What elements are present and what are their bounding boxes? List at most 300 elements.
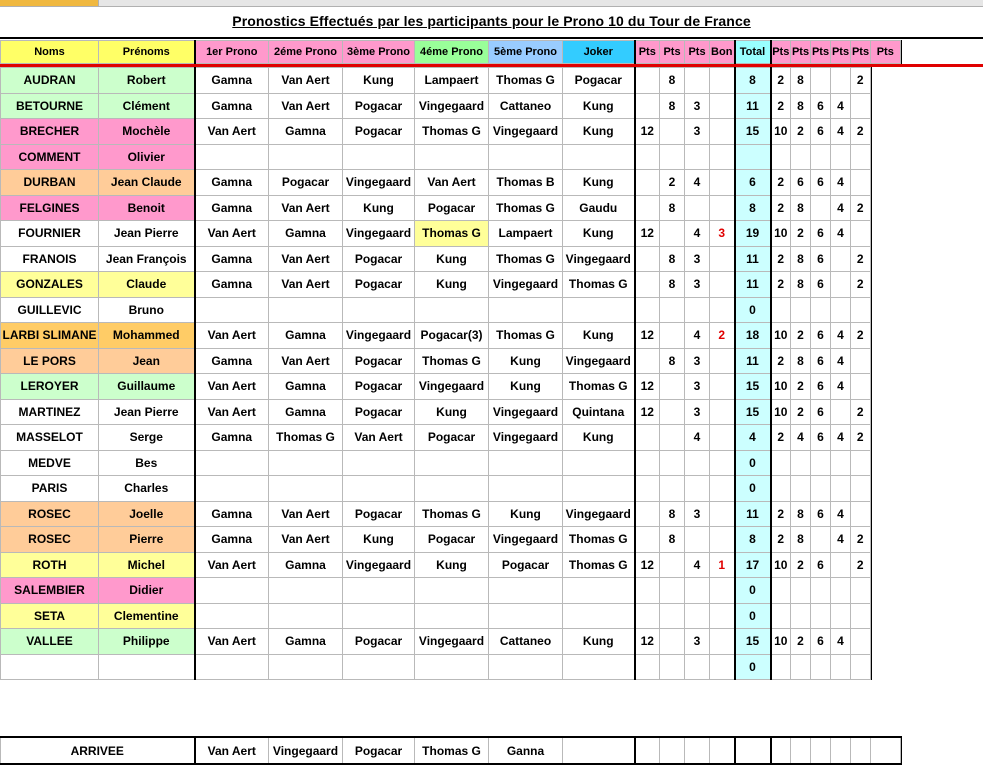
cell-nom[interactable]: FRANOIS: [1, 246, 99, 272]
cell-pts[interactable]: 4: [831, 195, 851, 221]
cell-bon[interactable]: [710, 603, 735, 629]
cell-prono-1[interactable]: Gamna: [195, 68, 269, 94]
cell-bon[interactable]: [710, 297, 735, 323]
cell-total[interactable]: 0: [735, 297, 771, 323]
cell-pts[interactable]: 2: [851, 425, 871, 451]
cell-pts[interactable]: [660, 323, 685, 349]
header-pts[interactable]: Pts: [791, 41, 811, 64]
cell-joker[interactable]: [563, 654, 635, 680]
cell-prono-4[interactable]: Vingegaard: [415, 93, 489, 119]
cell-pts[interactable]: [635, 144, 660, 170]
cell-pts[interactable]: [831, 578, 851, 604]
arrivee-result[interactable]: Van Aert: [195, 737, 269, 764]
cell-bon[interactable]: [710, 170, 735, 196]
cell-pts[interactable]: [660, 144, 685, 170]
cell-bon[interactable]: [710, 144, 735, 170]
cell-nom[interactable]: GONZALES: [1, 272, 99, 298]
cell-prono-5[interactable]: Pogacar: [489, 552, 563, 578]
cell-prono-5[interactable]: [489, 297, 563, 323]
cell-bon[interactable]: [710, 195, 735, 221]
cell-nom[interactable]: SALEMBIER: [1, 578, 99, 604]
cell-prono-3[interactable]: [343, 297, 415, 323]
cell-pts[interactable]: 2: [771, 195, 791, 221]
arrivee-empty[interactable]: [710, 737, 735, 764]
cell-pts[interactable]: 2: [791, 629, 811, 655]
cell-prenom[interactable]: Clément: [99, 93, 195, 119]
cell-bon[interactable]: [710, 119, 735, 145]
cell-pts[interactable]: 2: [851, 246, 871, 272]
cell-prono-2[interactable]: Thomas G: [269, 425, 343, 451]
cell-prono-3[interactable]: Pogacar: [343, 374, 415, 400]
cell-prono-5[interactable]: Thomas G: [489, 195, 563, 221]
cell-total[interactable]: [735, 144, 771, 170]
cell-prono-2[interactable]: Van Aert: [269, 527, 343, 553]
cell-pts[interactable]: [685, 578, 710, 604]
cell-pts[interactable]: [851, 348, 871, 374]
cell-total[interactable]: 11: [735, 501, 771, 527]
header-pts[interactable]: Pts: [811, 41, 831, 64]
cell-prono-1[interactable]: Van Aert: [195, 629, 269, 655]
cell-pts[interactable]: 2: [791, 399, 811, 425]
cell-pts[interactable]: 12: [635, 221, 660, 247]
cell-total[interactable]: 8: [735, 68, 771, 94]
cell-pts[interactable]: [831, 272, 851, 298]
cell-pts[interactable]: 8: [791, 68, 811, 94]
cell-nom[interactable]: [1, 654, 99, 680]
cell-pts[interactable]: [831, 297, 851, 323]
cell-prenom[interactable]: Jean Pierre: [99, 399, 195, 425]
cell-prenom[interactable]: Jean: [99, 348, 195, 374]
cell-bon[interactable]: [710, 654, 735, 680]
cell-pts[interactable]: 4: [685, 170, 710, 196]
cell-total[interactable]: 4: [735, 425, 771, 451]
cell-prono-3[interactable]: [343, 654, 415, 680]
cell-pts[interactable]: [635, 272, 660, 298]
cell-prono-4[interactable]: Thomas G: [415, 119, 489, 145]
arrivee-empty[interactable]: [563, 737, 635, 764]
cell-prono-1[interactable]: Gamna: [195, 425, 269, 451]
cell-joker[interactable]: Kung: [563, 93, 635, 119]
cell-prono-5[interactable]: [489, 144, 563, 170]
cell-joker[interactable]: Thomas G: [563, 272, 635, 298]
cell-prono-5[interactable]: Lampaert: [489, 221, 563, 247]
cell-prenom[interactable]: Didier: [99, 578, 195, 604]
cell-pts[interactable]: 2: [771, 170, 791, 196]
cell-pts[interactable]: 2: [791, 552, 811, 578]
cell-pts[interactable]: [831, 450, 851, 476]
cell-prono-4[interactable]: Pogacar: [415, 527, 489, 553]
cell-prono-4[interactable]: Lampaert: [415, 68, 489, 94]
cell-joker[interactable]: Vingegaard: [563, 501, 635, 527]
cell-bon[interactable]: [710, 246, 735, 272]
cell-prono-3[interactable]: Vingegaard: [343, 323, 415, 349]
cell-pts[interactable]: 4: [685, 323, 710, 349]
cell-pts[interactable]: 6: [811, 629, 831, 655]
cell-prenom[interactable]: Serge: [99, 425, 195, 451]
cell-nom[interactable]: DURBAN: [1, 170, 99, 196]
cell-joker[interactable]: Kung: [563, 221, 635, 247]
cell-pts[interactable]: [660, 425, 685, 451]
cell-prono-2[interactable]: Gamna: [269, 374, 343, 400]
cell-total[interactable]: 11: [735, 348, 771, 374]
cell-pts[interactable]: 8: [791, 501, 811, 527]
cell-pts[interactable]: 8: [791, 195, 811, 221]
cell-prono-5[interactable]: [489, 450, 563, 476]
header-pts[interactable]: Pts: [635, 41, 660, 64]
cell-prono-1[interactable]: Van Aert: [195, 374, 269, 400]
cell-prono-5[interactable]: [489, 654, 563, 680]
arrivee-result[interactable]: Pogacar: [343, 737, 415, 764]
cell-bon[interactable]: [710, 527, 735, 553]
cell-prono-4[interactable]: [415, 654, 489, 680]
cell-prenom[interactable]: Pierre: [99, 527, 195, 553]
cell-bon[interactable]: [710, 450, 735, 476]
cell-prenom[interactable]: Jean Pierre: [99, 221, 195, 247]
cell-prenom[interactable]: Charles: [99, 476, 195, 502]
cell-pts[interactable]: [771, 144, 791, 170]
cell-prono-3[interactable]: Pogacar: [343, 119, 415, 145]
cell-total[interactable]: 18: [735, 323, 771, 349]
cell-prono-3[interactable]: Vingegaard: [343, 170, 415, 196]
cell-prono-3[interactable]: [343, 476, 415, 502]
cell-prono-2[interactable]: Gamna: [269, 552, 343, 578]
cell-pts[interactable]: [831, 603, 851, 629]
cell-pts[interactable]: [685, 450, 710, 476]
cell-prono-5[interactable]: Thomas G: [489, 246, 563, 272]
cell-pts[interactable]: [791, 476, 811, 502]
cell-pts[interactable]: [771, 654, 791, 680]
cell-prono-2[interactable]: Gamna: [269, 629, 343, 655]
cell-bon[interactable]: [710, 348, 735, 374]
cell-prono-1[interactable]: Gamna: [195, 527, 269, 553]
cell-prono-4[interactable]: [415, 144, 489, 170]
cell-prono-4[interactable]: Kung: [415, 272, 489, 298]
cell-pts[interactable]: [831, 68, 851, 94]
cell-pts[interactable]: [791, 450, 811, 476]
cell-pts[interactable]: 6: [811, 221, 831, 247]
cell-pts[interactable]: 4: [831, 501, 851, 527]
cell-prono-1[interactable]: Van Aert: [195, 399, 269, 425]
cell-prono-4[interactable]: [415, 603, 489, 629]
cell-pts[interactable]: 4: [831, 93, 851, 119]
cell-total[interactable]: 0: [735, 603, 771, 629]
cell-pts[interactable]: 2: [851, 323, 871, 349]
cell-pts[interactable]: 2: [771, 93, 791, 119]
cell-prono-3[interactable]: [343, 578, 415, 604]
cell-prono-2[interactable]: [269, 144, 343, 170]
cell-nom[interactable]: FOURNIER: [1, 221, 99, 247]
cell-prono-3[interactable]: Kung: [343, 527, 415, 553]
cell-pts[interactable]: 4: [831, 221, 851, 247]
cell-pts[interactable]: [851, 170, 871, 196]
cell-pts[interactable]: 2: [851, 119, 871, 145]
cell-bon[interactable]: [710, 374, 735, 400]
cell-pts[interactable]: 8: [660, 272, 685, 298]
cell-pts[interactable]: 2: [851, 195, 871, 221]
cell-prono-2[interactable]: Van Aert: [269, 195, 343, 221]
cell-pts[interactable]: 8: [791, 93, 811, 119]
cell-prono-1[interactable]: Gamna: [195, 246, 269, 272]
header-noms[interactable]: Noms: [1, 41, 99, 64]
cell-prono-1[interactable]: Van Aert: [195, 323, 269, 349]
cell-pts[interactable]: [811, 578, 831, 604]
cell-bon[interactable]: [710, 629, 735, 655]
cell-pts[interactable]: [811, 195, 831, 221]
header-pts[interactable]: Pts: [771, 41, 791, 64]
cell-prono-2[interactable]: [269, 603, 343, 629]
cell-pts[interactable]: [851, 374, 871, 400]
arrivee-empty[interactable]: [831, 737, 851, 764]
cell-prenom[interactable]: Joelle: [99, 501, 195, 527]
cell-pts[interactable]: [851, 144, 871, 170]
cell-pts[interactable]: 3: [685, 501, 710, 527]
cell-nom[interactable]: SETA: [1, 603, 99, 629]
cell-prono-5[interactable]: Thomas G: [489, 323, 563, 349]
cell-nom[interactable]: ROSEC: [1, 527, 99, 553]
cell-pts[interactable]: 2: [771, 348, 791, 374]
cell-pts[interactable]: [791, 144, 811, 170]
cell-pts[interactable]: 4: [831, 374, 851, 400]
header-pts[interactable]: Pts: [871, 41, 901, 64]
cell-total[interactable]: 6: [735, 170, 771, 196]
cell-pts[interactable]: [811, 603, 831, 629]
arrivee-empty[interactable]: [635, 737, 660, 764]
cell-nom[interactable]: MEDVE: [1, 450, 99, 476]
cell-prono-4[interactable]: Pogacar: [415, 425, 489, 451]
cell-total[interactable]: 15: [735, 374, 771, 400]
cell-pts[interactable]: [635, 297, 660, 323]
cell-prono-3[interactable]: Pogacar: [343, 629, 415, 655]
cell-joker[interactable]: Kung: [563, 323, 635, 349]
cell-prono-2[interactable]: Gamna: [269, 119, 343, 145]
cell-joker[interactable]: Pogacar: [563, 68, 635, 94]
cell-joker[interactable]: Kung: [563, 425, 635, 451]
cell-prono-1[interactable]: [195, 476, 269, 502]
cell-pts[interactable]: 2: [771, 68, 791, 94]
cell-prono-3[interactable]: Pogacar: [343, 93, 415, 119]
cell-prono-4[interactable]: [415, 450, 489, 476]
cell-pts[interactable]: 3: [685, 119, 710, 145]
cell-pts[interactable]: 2: [791, 119, 811, 145]
cell-pts[interactable]: 2: [851, 399, 871, 425]
cell-joker[interactable]: Thomas G: [563, 527, 635, 553]
cell-prono-4[interactable]: Van Aert: [415, 170, 489, 196]
arrivee-label[interactable]: ARRIVEE: [1, 737, 195, 764]
cell-pts[interactable]: 4: [791, 425, 811, 451]
cell-pts[interactable]: [635, 195, 660, 221]
cell-bon[interactable]: 3: [710, 221, 735, 247]
cell-pts[interactable]: 8: [791, 272, 811, 298]
cell-prono-3[interactable]: [343, 603, 415, 629]
cell-prono-4[interactable]: Kung: [415, 399, 489, 425]
cell-pts[interactable]: 8: [660, 348, 685, 374]
cell-pts[interactable]: 6: [811, 348, 831, 374]
cell-prono-2[interactable]: Van Aert: [269, 272, 343, 298]
cell-prenom[interactable]: [99, 654, 195, 680]
cell-pts[interactable]: 6: [811, 425, 831, 451]
cell-pts[interactable]: 6: [811, 552, 831, 578]
cell-pts[interactable]: 8: [791, 527, 811, 553]
cell-pts[interactable]: 2: [791, 221, 811, 247]
header-pts[interactable]: Pts: [851, 41, 871, 64]
cell-pts[interactable]: 3: [685, 399, 710, 425]
cell-prono-4[interactable]: Thomas G: [415, 221, 489, 247]
cell-pts[interactable]: 10: [771, 374, 791, 400]
cell-pts[interactable]: [771, 578, 791, 604]
cell-pts[interactable]: 12: [635, 629, 660, 655]
cell-pts[interactable]: 6: [811, 399, 831, 425]
cell-pts[interactable]: 8: [660, 68, 685, 94]
cell-bon[interactable]: [710, 578, 735, 604]
cell-pts[interactable]: [811, 450, 831, 476]
cell-pts[interactable]: [660, 654, 685, 680]
cell-total[interactable]: 19: [735, 221, 771, 247]
cell-prenom[interactable]: Benoit: [99, 195, 195, 221]
cell-pts[interactable]: [851, 501, 871, 527]
cell-nom[interactable]: COMMENT: [1, 144, 99, 170]
cell-prono-2[interactable]: [269, 578, 343, 604]
cell-pts[interactable]: 8: [660, 93, 685, 119]
cell-prono-3[interactable]: [343, 144, 415, 170]
cell-prenom[interactable]: Michel: [99, 552, 195, 578]
cell-bon[interactable]: 2: [710, 323, 735, 349]
cell-pts[interactable]: [811, 144, 831, 170]
cell-total[interactable]: 15: [735, 399, 771, 425]
cell-pts[interactable]: 3: [685, 272, 710, 298]
cell-pts[interactable]: 10: [771, 629, 791, 655]
cell-prono-5[interactable]: Vingegaard: [489, 119, 563, 145]
cell-prono-5[interactable]: Thomas B: [489, 170, 563, 196]
cell-joker[interactable]: Kung: [563, 629, 635, 655]
cell-total[interactable]: 15: [735, 119, 771, 145]
cell-pts[interactable]: [635, 348, 660, 374]
cell-pts[interactable]: 12: [635, 374, 660, 400]
cell-prenom[interactable]: Jean François: [99, 246, 195, 272]
cell-pts[interactable]: 8: [660, 195, 685, 221]
arrivee-empty[interactable]: [771, 737, 791, 764]
arrivee-empty[interactable]: [735, 737, 771, 764]
cell-prono-3[interactable]: Kung: [343, 195, 415, 221]
cell-pts[interactable]: 6: [811, 170, 831, 196]
cell-total[interactable]: 15: [735, 629, 771, 655]
cell-bon[interactable]: [710, 272, 735, 298]
cell-joker[interactable]: [563, 450, 635, 476]
cell-total[interactable]: 8: [735, 195, 771, 221]
cell-pts[interactable]: 2: [851, 272, 871, 298]
cell-pts[interactable]: 2: [771, 527, 791, 553]
cell-prono-4[interactable]: Pogacar: [415, 195, 489, 221]
cell-nom[interactable]: BETOURNE: [1, 93, 99, 119]
arrivee-result[interactable]: Thomas G: [415, 737, 489, 764]
cell-pts[interactable]: [635, 93, 660, 119]
cell-pts[interactable]: [660, 374, 685, 400]
cell-joker[interactable]: Thomas G: [563, 374, 635, 400]
cell-pts[interactable]: [685, 603, 710, 629]
cell-prono-3[interactable]: Vingegaard: [343, 221, 415, 247]
cell-prono-5[interactable]: Kung: [489, 501, 563, 527]
cell-prono-3[interactable]: [343, 450, 415, 476]
cell-pts[interactable]: 12: [635, 119, 660, 145]
cell-pts[interactable]: 6: [811, 93, 831, 119]
cell-pts[interactable]: [685, 195, 710, 221]
cell-pts[interactable]: [811, 297, 831, 323]
cell-pts[interactable]: [635, 654, 660, 680]
cell-pts[interactable]: 4: [831, 348, 851, 374]
cell-prono-5[interactable]: Kung: [489, 374, 563, 400]
cell-bon[interactable]: [710, 93, 735, 119]
arrivee-result[interactable]: Vingegaard: [269, 737, 343, 764]
cell-prenom[interactable]: Guillaume: [99, 374, 195, 400]
cell-prono-5[interactable]: [489, 603, 563, 629]
cell-pts[interactable]: [791, 603, 811, 629]
cell-pts[interactable]: 6: [811, 501, 831, 527]
cell-prono-4[interactable]: Kung: [415, 552, 489, 578]
cell-nom[interactable]: PARIS: [1, 476, 99, 502]
cell-nom[interactable]: ROTH: [1, 552, 99, 578]
cell-nom[interactable]: LARBI SLIMANE: [1, 323, 99, 349]
cell-prono-5[interactable]: Vingegaard: [489, 527, 563, 553]
cell-pts[interactable]: 4: [831, 527, 851, 553]
cell-prono-1[interactable]: [195, 297, 269, 323]
cell-prono-2[interactable]: Van Aert: [269, 68, 343, 94]
cell-pts[interactable]: 6: [811, 323, 831, 349]
cell-prono-5[interactable]: Vingegaard: [489, 399, 563, 425]
cell-pts[interactable]: [635, 603, 660, 629]
cell-nom[interactable]: BRECHER: [1, 119, 99, 145]
cell-pts[interactable]: [831, 552, 851, 578]
cell-pts[interactable]: 12: [635, 323, 660, 349]
cell-prenom[interactable]: Olivier: [99, 144, 195, 170]
header-pts[interactable]: Pts: [660, 41, 685, 64]
cell-pts[interactable]: [635, 501, 660, 527]
cell-nom[interactable]: GUILLEVIC: [1, 297, 99, 323]
header-pts[interactable]: Pts: [685, 41, 710, 64]
cell-joker[interactable]: Vingegaard: [563, 246, 635, 272]
cell-pts[interactable]: 10: [771, 221, 791, 247]
cell-prono-4[interactable]: [415, 476, 489, 502]
cell-pts[interactable]: [771, 476, 791, 502]
cell-pts[interactable]: 6: [811, 246, 831, 272]
cell-prenom[interactable]: Jean Claude: [99, 170, 195, 196]
cell-prono-5[interactable]: Vingegaard: [489, 425, 563, 451]
cell-pts[interactable]: 2: [771, 501, 791, 527]
cell-pts[interactable]: [851, 450, 871, 476]
cell-bon[interactable]: [710, 501, 735, 527]
cell-total[interactable]: 11: [735, 272, 771, 298]
cell-prono-2[interactable]: Gamna: [269, 221, 343, 247]
cell-bon[interactable]: [710, 476, 735, 502]
cell-pts[interactable]: [685, 476, 710, 502]
cell-pts[interactable]: [685, 68, 710, 94]
cell-prenom[interactable]: Mohammed: [99, 323, 195, 349]
cell-pts[interactable]: 4: [831, 119, 851, 145]
cell-prono-3[interactable]: Pogacar: [343, 348, 415, 374]
cell-pts[interactable]: [660, 119, 685, 145]
cell-prono-5[interactable]: [489, 578, 563, 604]
cell-pts[interactable]: [851, 629, 871, 655]
cell-prono-2[interactable]: Van Aert: [269, 501, 343, 527]
cell-pts[interactable]: 4: [831, 170, 851, 196]
cell-pts[interactable]: [831, 654, 851, 680]
cell-pts[interactable]: [831, 476, 851, 502]
cell-prono-2[interactable]: Van Aert: [269, 246, 343, 272]
cell-pts[interactable]: [685, 144, 710, 170]
cell-pts[interactable]: [831, 399, 851, 425]
cell-prono-1[interactable]: Van Aert: [195, 221, 269, 247]
cell-prono-2[interactable]: [269, 450, 343, 476]
cell-prono-2[interactable]: Gamna: [269, 399, 343, 425]
cell-total[interactable]: 0: [735, 578, 771, 604]
